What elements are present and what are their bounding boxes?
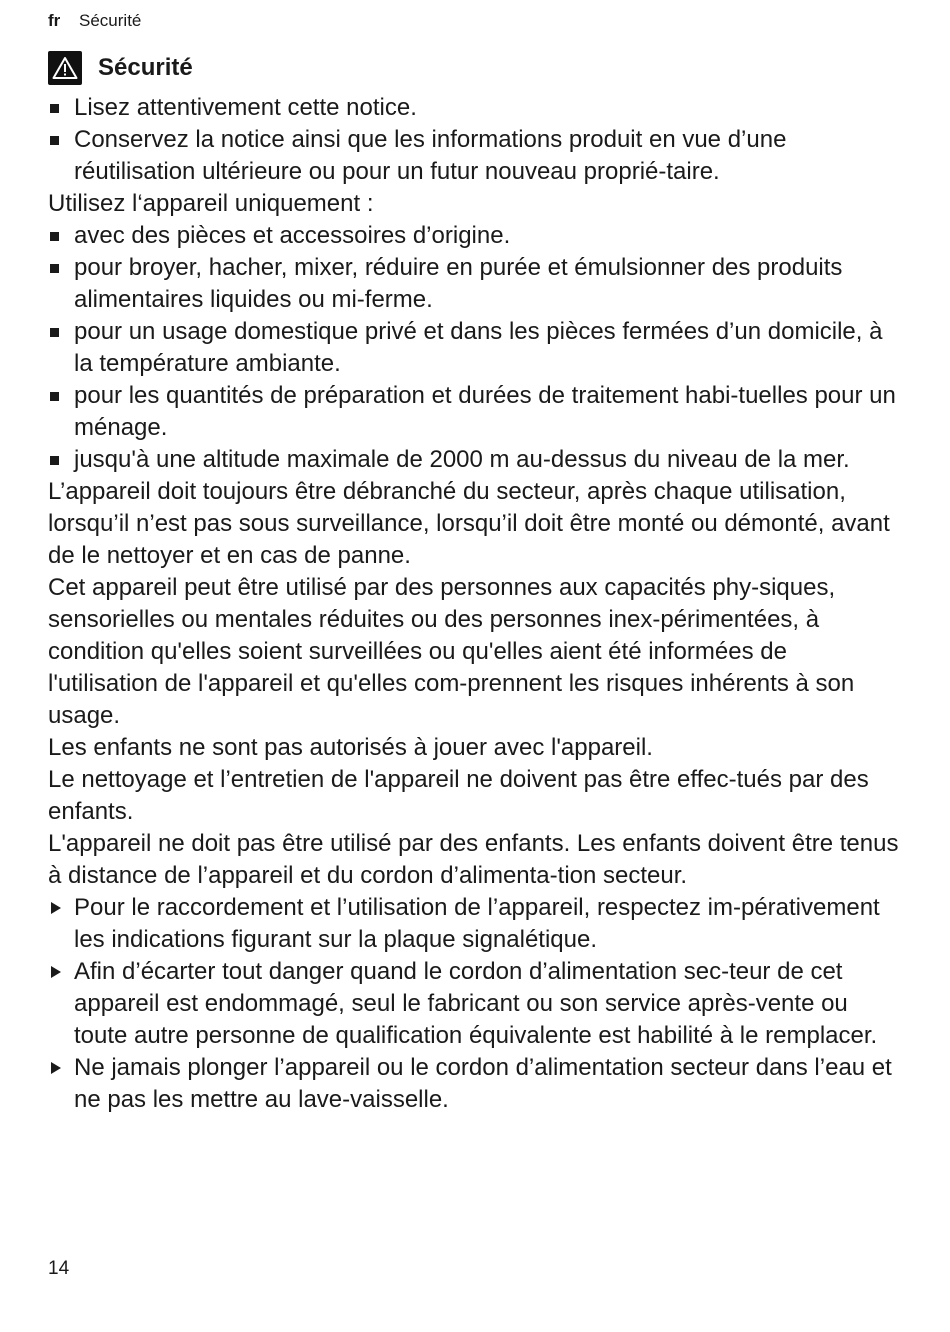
bullet-square-icon bbox=[50, 456, 59, 465]
document-body bbox=[48, 92, 903, 1116]
bullet-item: Conservez la notice ainsi que les informations produit en vue d’une réutilisation ultérieure ou pour un futur nouveau proprié-taire. bbox=[48, 124, 903, 188]
arrow-right-icon bbox=[51, 902, 61, 914]
language-code: fr bbox=[48, 11, 61, 30]
bullet-item: pour les quantités de préparation et durées de traitement habi-tuelles pour un ménage. bbox=[48, 380, 903, 444]
running-header bbox=[48, 10, 141, 32]
bullet-square-icon bbox=[50, 232, 59, 241]
arrow-right-icon bbox=[51, 1062, 61, 1074]
warning-icon bbox=[48, 51, 82, 85]
page-number: 14 bbox=[48, 1258, 70, 1279]
bullet-item: Lisez attentivement cette notice. bbox=[48, 92, 903, 124]
bullet-item: pour broyer, hacher, mixer, réduire en purée et émulsionner des produits alimentaires liquides ou mi-ferme. bbox=[48, 252, 903, 316]
paragraph: Les enfants ne sont pas autorisés à jouer avec l'appareil. bbox=[48, 734, 653, 761]
bullet-square-icon bbox=[50, 104, 59, 113]
bullet-square-icon bbox=[50, 328, 59, 337]
bullet-item: jusqu'à une altitude maximale de 2000 m au-dessus du niveau de la mer. bbox=[48, 444, 903, 476]
section-title: Sécurité bbox=[98, 54, 193, 81]
section-heading bbox=[48, 50, 193, 86]
bullet-square-icon bbox=[50, 392, 59, 401]
instruction-item: Ne jamais plonger l’appareil ou le cordon d’alimentation secteur dans l’eau et ne pas les mettre au lave-vaisselle. bbox=[48, 1052, 903, 1116]
paragraph: L'appareil ne doit pas être utilisé par des enfants. Les enfants doivent être tenus à distance de l’appareil et du cordon d’alimenta-tion secteur. bbox=[48, 830, 899, 889]
bullet-item: avec des pièces et accessoires d’origine. bbox=[48, 220, 903, 252]
bullet-square-icon bbox=[50, 136, 59, 145]
instruction-item: Afin d’écarter tout danger quand le cordon d’alimentation sec-teur de cet appareil est endommagé, seul le fabricant ou son service après-vente ou toute autre personne de qualification équivalente est habilité à le remplacer. bbox=[48, 956, 903, 1052]
paragraph: Cet appareil peut être utilisé par des personnes aux capacités phy-siques, sensorielles ou mentales réduites ou des personnes inex-périmentées, à condition qu'elles soient surveillées ou qu'elles aient été informées de l'utilisation de l'appareil et qu'elles com-prennent les risques inhérents à son usage. bbox=[48, 574, 855, 729]
bullet-item: pour un usage domestique privé et dans les pièces fermées d’un domicile, à la température ambiante. bbox=[48, 316, 903, 380]
paragraph: Utilisez l‘appareil uniquement : bbox=[48, 190, 374, 217]
paragraph: Le nettoyage et l’entretien de l'appareil ne doivent pas être effec-tués par des enfants. bbox=[48, 766, 869, 825]
bullet-square-icon bbox=[50, 264, 59, 273]
header-section-title: Sécurité bbox=[79, 11, 142, 30]
instruction-item: Pour le raccordement et l’utilisation de l’appareil, respectez im-pérativement les indications figurant sur la plaque signalétique. bbox=[48, 892, 903, 956]
paragraph: L’appareil doit toujours être débranché du secteur, après chaque utilisation, lorsqu’il n’est pas sous surveillance, lorsqu’il doit être monté ou démonté, avant de le nettoyer et en cas de panne. bbox=[48, 478, 890, 569]
arrow-right-icon bbox=[51, 966, 61, 978]
